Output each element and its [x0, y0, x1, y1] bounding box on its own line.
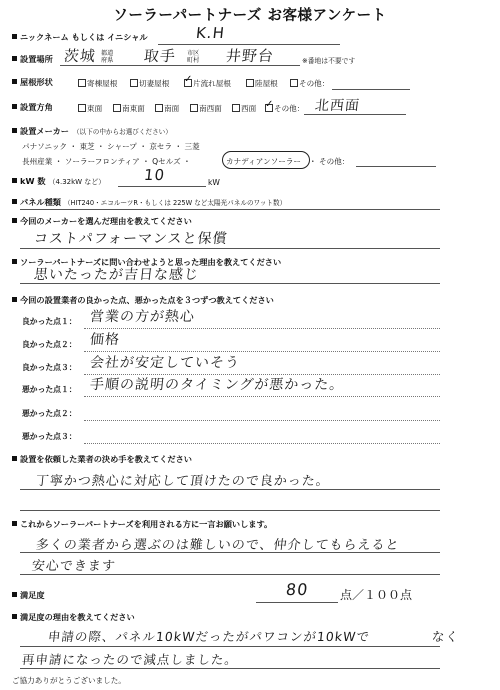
- decision-answer: 丁寧かつ熱心に対応して頂けたので良かった。: [35, 474, 331, 489]
- checkbox-checked-icon: [265, 104, 273, 112]
- bad-point-3-label: 悪かった点３：: [22, 432, 77, 441]
- bad-point-2-label: 悪かった点２：: [22, 409, 77, 418]
- bullet-icon: [12, 104, 17, 109]
- good-point-3-answer: 会社が安定していそう: [89, 355, 241, 371]
- direction-option-southwest[interactable]: 南西面: [190, 103, 222, 114]
- bad-point-2-line: [84, 420, 440, 421]
- maker-canadian-solar[interactable]: カナディアンソーラー: [226, 157, 302, 166]
- satisfaction-reason-line1: 申請の際、パネル10kWだったがパワコンが10kWで: [47, 629, 371, 644]
- satisfaction-reason-line1b: なく: [431, 629, 460, 644]
- roof-option-katanagare[interactable]: ✓ 片流れ屋根: [184, 78, 231, 89]
- satisfaction-reason-underline-1: [20, 646, 440, 647]
- bullet-icon: [12, 199, 17, 204]
- good-point-1-line: [84, 328, 440, 329]
- maker-reason-answer: コストパフォーマンスと保償: [33, 231, 229, 247]
- bullet-icon: [12, 79, 17, 84]
- checkbox-icon: [246, 79, 254, 87]
- bullet-icon: [12, 456, 17, 461]
- roof-option-kirizuma[interactable]: 切妻屋根: [130, 78, 169, 89]
- pref-value: 茨城: [63, 47, 97, 65]
- maker-row1: パナソニック ・ 東芝 ・ シャープ ・ 京セラ ・ 三菱: [22, 142, 200, 151]
- panel-underline: [20, 209, 440, 210]
- maker-reason-question: 今回のメーカーを選んだ理由を教えてください: [12, 216, 192, 227]
- bullet-icon: [12, 297, 17, 302]
- maker-reason-underline: [20, 248, 440, 249]
- kw-label: kW 数 （4.32kW など）: [12, 176, 105, 187]
- roof-option-yosemune[interactable]: 寄棟屋根: [78, 78, 117, 89]
- message-answer-line1: 多くの業者から選ぶのは難しいので、仲介してもらえると: [35, 538, 401, 553]
- good-point-3-label: 良かった点３：: [22, 363, 77, 372]
- direction-option-other[interactable]: ✓ その他：: [265, 103, 304, 114]
- maker-label: 設置メーカー （以下の中からお選びください）: [12, 126, 172, 137]
- satisfaction-underline: [256, 602, 338, 603]
- contact-reason-underline: [20, 283, 440, 284]
- city-unit: 市区 町村: [187, 50, 200, 64]
- direction-label: 設置方角: [12, 102, 53, 113]
- location-underline: [60, 65, 300, 66]
- checkbox-checked-icon: [184, 79, 192, 87]
- roof-option-other[interactable]: その他：: [290, 78, 329, 89]
- satisfaction-value: 80: [285, 580, 310, 599]
- town-value: 井野台: [225, 47, 275, 65]
- bullet-icon: [12, 218, 17, 223]
- panel-note: （HIT240・エコルーツR・もしくは 225W など太陽光パネルのワット数）: [63, 199, 287, 207]
- panel-label: パネル種類 （HIT240・エコルーツR・もしくは 225W など太陽光パネルのワット数）: [12, 197, 286, 208]
- roof-other-underline: [332, 89, 410, 90]
- pref-unit: 都道 府県: [101, 50, 114, 64]
- good-point-1-answer: 営業の方が熱心: [89, 309, 196, 325]
- city-value: 取手: [143, 47, 177, 65]
- direction-option-east[interactable]: 東面: [78, 103, 102, 114]
- maker-other: ・ その他：: [309, 157, 350, 166]
- checkbox-icon: [78, 104, 86, 112]
- bad-point-1-answer: 手順の説明のタイミングが悪かった。: [89, 377, 346, 393]
- bullet-icon: [12, 259, 17, 264]
- satisfaction-reason-question: 満足度の理由を教えてください: [12, 612, 135, 623]
- maker-row2: 長州産業 ・ ソーラーフロンティア ・ Qセルズ ・: [22, 157, 191, 166]
- roof-label: 屋根形状: [12, 77, 53, 88]
- roof-option-rokuyane[interactable]: 陸屋根: [246, 78, 278, 89]
- maker-note: （以下の中からお選びください）: [72, 128, 172, 136]
- message-underline-1: [20, 552, 440, 553]
- bad-point-1-label: 悪かった点１：: [22, 385, 77, 394]
- satisfaction-reason-line2: 再申請になったので減点しました。: [21, 652, 239, 667]
- checkbox-icon: [130, 79, 138, 87]
- good-point-1-label: 良かった点１：: [22, 317, 77, 326]
- installer-question: 今回の設置業者の良かった点、悪かった点を３つずつ教えてください: [12, 295, 274, 306]
- address-note: ※番地は不要です: [302, 57, 356, 65]
- kw-underline: [118, 186, 206, 187]
- satisfaction-suffix: 点／１００点: [340, 588, 413, 602]
- kw-note: （4.32kW など）: [48, 178, 106, 186]
- checkbox-icon: [78, 79, 86, 87]
- checkbox-icon: [190, 104, 198, 112]
- message-underline-2: [20, 574, 440, 575]
- message-question: これからソーラーパートナーズを利用される方に一言お願いします。: [12, 519, 272, 530]
- maker-other-underline: [356, 166, 436, 167]
- bullet-icon: [12, 592, 17, 597]
- checkbox-icon: [232, 104, 240, 112]
- nickname-value: K.H: [195, 24, 226, 42]
- satisfaction-label: 満足度: [12, 590, 45, 601]
- bad-point-1-line: [84, 396, 440, 397]
- direction-option-southeast[interactable]: 南東面: [113, 103, 145, 114]
- checkbox-icon: [290, 79, 298, 87]
- bullet-icon: [12, 34, 17, 39]
- nickname-label: ニックネーム もしくは イニシャル: [12, 32, 148, 43]
- decision-underline-1: [20, 489, 440, 490]
- checkbox-icon: [155, 104, 163, 112]
- bad-point-3-line: [84, 443, 440, 444]
- bullet-icon: [12, 56, 17, 61]
- decision-underline-2: [20, 510, 440, 511]
- contact-reason-question: ソーラーパートナーズに問い合わせようと思った理由を教えてください: [12, 257, 281, 268]
- direction-other-value: 北西面: [314, 98, 361, 114]
- decision-question: 設置を依頼した業者の決め手を教えてください: [12, 454, 192, 465]
- footer-thanks: ご協力ありがとうございました。: [12, 676, 126, 685]
- direction-option-south[interactable]: 南面: [155, 103, 179, 114]
- bullet-icon: [12, 128, 17, 133]
- direction-option-west[interactable]: 西面: [232, 103, 256, 114]
- location-label: 設置場所: [12, 54, 53, 65]
- page-title: ソーラーパートナーズ お客様アンケート: [113, 8, 387, 24]
- bullet-icon: [12, 614, 17, 619]
- message-answer-line2: 安心できます: [31, 559, 117, 574]
- good-point-2-label: 良かった点２：: [22, 340, 77, 349]
- bullet-icon: [12, 521, 17, 526]
- contact-reason-answer: 思いたったが吉日な感じ: [33, 267, 200, 283]
- kw-unit: kW: [208, 178, 220, 187]
- good-point-2-answer: 価格: [89, 332, 121, 348]
- bullet-icon: [12, 178, 17, 183]
- kw-value: 10: [143, 166, 167, 184]
- direction-other-underline: [304, 114, 406, 115]
- satisfaction-reason-underline-2: [20, 668, 440, 669]
- checkbox-icon: [113, 104, 121, 112]
